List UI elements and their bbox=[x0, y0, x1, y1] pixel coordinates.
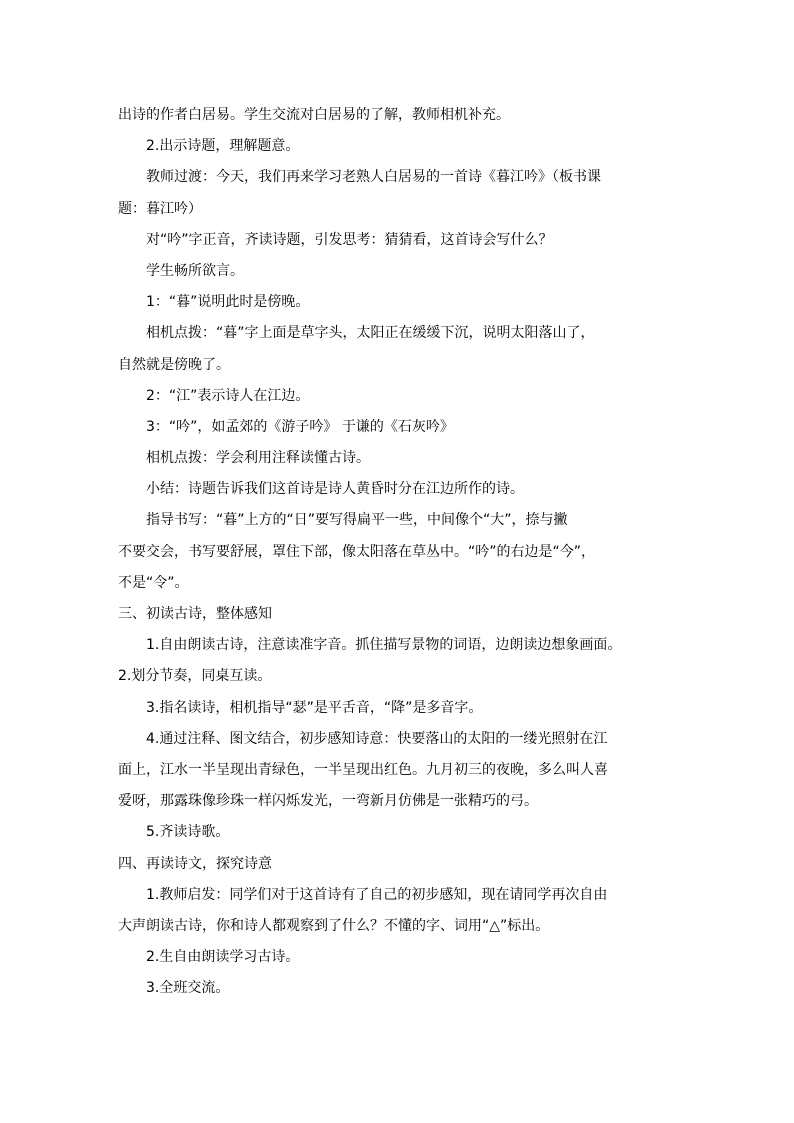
text-line: 3.全班交流。 bbox=[146, 980, 230, 997]
text-line: 学生畅所欲言。 bbox=[146, 262, 244, 279]
text-line: 自然就是傍晚了。 bbox=[118, 356, 230, 373]
text-line: 四、再读诗文，探究诗意 bbox=[118, 855, 272, 872]
text-line: 3：“吟”，如孟郊的《游子吟》 于谦的《石灰吟》 bbox=[146, 418, 454, 435]
text-line: 小结：诗题告诉我们这首诗是诗人黄昏时分在江边所作的诗。 bbox=[146, 481, 524, 498]
text-line: 2.出示诗题，理解题意。 bbox=[146, 138, 300, 155]
text-line: 教师过渡：今天，我们再来学习老熟人白居易的一首诗《暮江吟》（板书课 bbox=[146, 169, 601, 186]
text-line: 5.齐读诗歌。 bbox=[146, 824, 230, 841]
text-line: 相机点拨：“暮”字上面是草字头，太阳正在缓缓下沉，说明太阳落山了， bbox=[146, 325, 595, 342]
text-line: 4.通过注释、图文结合，初步感知诗意：快要落山的太阳的一缕光照射在江 bbox=[146, 730, 608, 747]
text-line: 大声朗读古诗，你和诗人都观察到了什么？不懂的字、词用“△”标出。 bbox=[118, 917, 550, 934]
text-line: 出诗的作者白居易。学生交流对白居易的了解，教师相机补充。 bbox=[118, 107, 510, 123]
document-body bbox=[118, 100, 678, 1004]
text-line: 2.生自由朗读学习古诗。 bbox=[146, 949, 300, 966]
text-line: 不要交会，书写要舒展，罩住下部，像太阳落在草丛中。“吟”的右边是“今”， bbox=[118, 543, 596, 560]
text-line: 指导书写：“暮”上方的“日”要写得扁平一些，中间像个“大”，捺与撇 bbox=[146, 512, 568, 529]
text-line: 不是“令”。 bbox=[118, 574, 189, 591]
text-line: 2：“江”表示诗人在江边。 bbox=[146, 387, 310, 404]
text-line: 1：“暮”说明此时是傍晚。 bbox=[146, 294, 310, 311]
text-line: 1.自由朗读古诗，注意读准字音。抓住描写景物的词语，边朗读边想象画面。 bbox=[146, 637, 622, 654]
text-line: 1.教师启发：同学们对于这首诗有了自己的初步感知，现在请同学再次自由 bbox=[146, 886, 608, 903]
text-line: 三、初读古诗，整体感知 bbox=[118, 606, 272, 622]
text-line: 面上，江水一半呈现出青绿色，一半呈现出红色。九月初三的夜晚，多么叫人喜 bbox=[118, 761, 608, 778]
text-line: 2.划分节奏，同桌互读。 bbox=[118, 668, 272, 685]
text-line: 题：暮江吟） bbox=[118, 200, 202, 217]
text-line: 相机点拨：学会利用注释读懂古诗。 bbox=[146, 450, 370, 467]
text-line: 爱呀，那露珠像珍珠一样闪烁发光，一弯新月仿佛是一张精巧的弓。 bbox=[118, 793, 538, 810]
text-line: 3.指名读诗，相机指导“瑟”是平舌音，“降”是多音字。 bbox=[146, 699, 483, 716]
text-line: 对“吟”字正音，齐读诗题，引发思考：猜猜看，这首诗会写什么？ bbox=[146, 231, 553, 248]
